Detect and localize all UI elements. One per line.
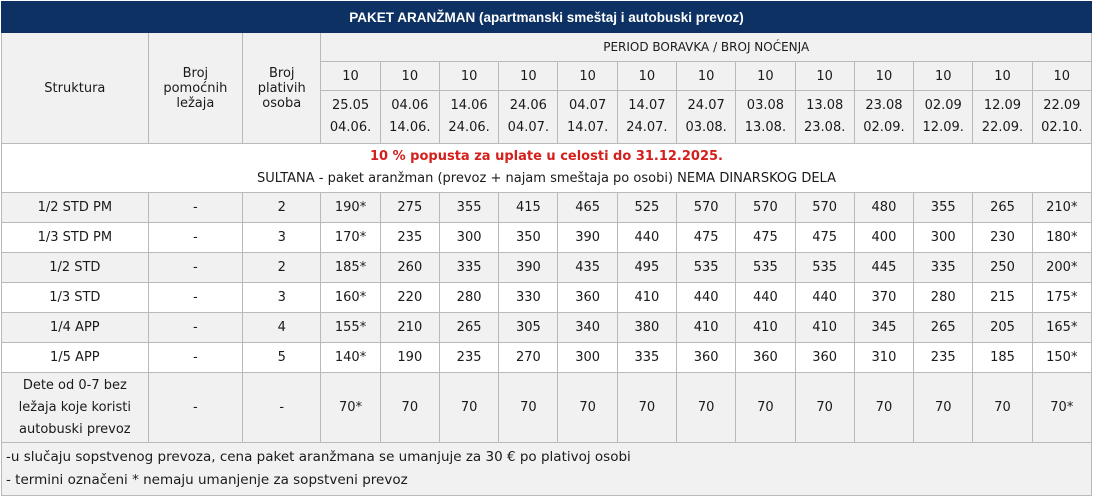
period-to: 13.08. bbox=[744, 120, 787, 135]
note-line: -u slučaju sopstvenog prevoza, cena paket aranžmana se umanjuje za 30 € po plativoj osobi bbox=[6, 449, 631, 465]
period-from: 13.08 bbox=[806, 98, 844, 113]
price-cell: 380 bbox=[617, 313, 676, 343]
price-cell: 355 bbox=[914, 193, 973, 223]
table-row-child bbox=[2, 373, 1092, 443]
row-structure: 1/2 STD bbox=[2, 253, 149, 283]
period-from: 04.06 bbox=[391, 98, 429, 113]
price-cell: 535 bbox=[677, 253, 736, 283]
price-cell: 535 bbox=[736, 253, 795, 283]
row-paying-persons: 5 bbox=[243, 343, 321, 373]
period-to: 02.09. bbox=[863, 120, 905, 135]
period-dates bbox=[1032, 91, 1091, 144]
row-paying-persons: - bbox=[243, 373, 321, 443]
period-from: 14.07 bbox=[628, 98, 666, 113]
table-row bbox=[2, 313, 1092, 343]
price-cell: 70 bbox=[617, 373, 676, 443]
period-dates bbox=[973, 91, 1032, 144]
price-cell: 440 bbox=[617, 223, 676, 253]
table-title: PAKET ARANŽMAN (apartmanski smeštaj i autobuski prevoz) bbox=[2, 2, 1092, 33]
price-cell: 305 bbox=[499, 313, 558, 343]
child-structure-line: ležaja koje koristi bbox=[18, 399, 131, 415]
price-cell: 215 bbox=[973, 283, 1032, 313]
period-from: 24.06 bbox=[509, 98, 547, 113]
price-cell: 70 bbox=[499, 373, 558, 443]
period-to: 23.08. bbox=[804, 120, 846, 135]
price-cell: 440 bbox=[736, 283, 795, 313]
period-nights: 10 bbox=[795, 62, 854, 91]
period-to: 22.09. bbox=[981, 120, 1024, 135]
period-dates bbox=[617, 91, 676, 144]
price-cell: 140* bbox=[321, 343, 380, 373]
note-line: - termini označeni * nemaju umanjenje za sopstveni prevoz bbox=[6, 472, 408, 488]
price-cell: 300 bbox=[558, 343, 617, 373]
price-cell: 390 bbox=[499, 253, 558, 283]
price-cell: 440 bbox=[677, 283, 736, 313]
row-structure: 1/5 APP bbox=[2, 343, 149, 373]
price-cell: 185* bbox=[321, 253, 380, 283]
header-paying-line: plativih bbox=[257, 80, 306, 96]
price-cell: 160* bbox=[321, 283, 380, 313]
period-nights: 10 bbox=[736, 62, 795, 91]
table-row bbox=[2, 223, 1092, 253]
price-cell: 300 bbox=[914, 223, 973, 253]
header-extra-beds-line: Broj bbox=[182, 65, 209, 81]
period-to: 04.06. bbox=[329, 120, 372, 135]
price-cell: 370 bbox=[854, 283, 913, 313]
price-cell: 70* bbox=[321, 373, 380, 443]
price-cell: 335 bbox=[439, 253, 498, 283]
price-cell: 230 bbox=[973, 223, 1032, 253]
period-from: 04.07 bbox=[569, 98, 607, 113]
table-row bbox=[2, 193, 1092, 223]
price-cell: 535 bbox=[795, 253, 854, 283]
price-cell: 220 bbox=[380, 283, 439, 313]
price-cell: 360 bbox=[558, 283, 617, 313]
period-dates bbox=[736, 91, 795, 144]
price-cell: 445 bbox=[854, 253, 913, 283]
row-extra-beds: - bbox=[148, 223, 242, 253]
price-cell: 570 bbox=[736, 193, 795, 223]
price-cell: 170* bbox=[321, 223, 380, 253]
period-nights: 10 bbox=[1032, 62, 1091, 91]
period-to: 14.06. bbox=[389, 120, 431, 135]
price-cell: 475 bbox=[736, 223, 795, 253]
price-cell: 70 bbox=[736, 373, 795, 443]
row-structure: 1/3 STD bbox=[2, 283, 149, 313]
header-paying-line: Broj bbox=[268, 65, 295, 81]
period-from: 24.07 bbox=[687, 98, 725, 113]
price-cell: 435 bbox=[558, 253, 617, 283]
price-cell: 70 bbox=[558, 373, 617, 443]
period-to: 04.07. bbox=[507, 120, 550, 135]
discount-text: 10 % popusta za uplate u celosti do 31.12.2025. bbox=[370, 149, 723, 164]
period-dates bbox=[439, 91, 498, 144]
child-structure-line: Dete od 0-7 bez bbox=[22, 377, 127, 393]
period-dates bbox=[795, 91, 854, 144]
price-cell: 410 bbox=[617, 283, 676, 313]
price-cell: 205 bbox=[973, 313, 1032, 343]
price-cell: 570 bbox=[795, 193, 854, 223]
period-nights: 10 bbox=[439, 62, 498, 91]
period-to: 12.09. bbox=[922, 120, 964, 135]
row-structure: 1/2 STD PM bbox=[2, 193, 149, 223]
header-structure: Struktura bbox=[2, 33, 149, 144]
price-cell: 335 bbox=[617, 343, 676, 373]
price-cell: 70 bbox=[914, 373, 973, 443]
child-structure-line: autobuski prevoz bbox=[19, 421, 131, 437]
period-from: 14.06 bbox=[450, 98, 488, 113]
price-cell: 200* bbox=[1032, 253, 1091, 283]
price-cell: 310 bbox=[854, 343, 913, 373]
price-cell: 570 bbox=[677, 193, 736, 223]
price-cell: 410 bbox=[677, 313, 736, 343]
price-cell: 70 bbox=[854, 373, 913, 443]
period-nights: 10 bbox=[380, 62, 439, 91]
price-cell: 415 bbox=[499, 193, 558, 223]
row-extra-beds: - bbox=[148, 343, 242, 373]
price-cell: 270 bbox=[499, 343, 558, 373]
price-cell: 70 bbox=[973, 373, 1032, 443]
price-cell: 150* bbox=[1032, 343, 1091, 373]
price-cell: 390 bbox=[558, 223, 617, 253]
price-cell: 250 bbox=[973, 253, 1032, 283]
notes-row bbox=[2, 443, 1092, 496]
period-to: 24.06. bbox=[448, 120, 490, 135]
price-cell: 465 bbox=[558, 193, 617, 223]
period-to: 24.07. bbox=[626, 120, 668, 135]
price-cell: 70 bbox=[795, 373, 854, 443]
price-cell: 345 bbox=[854, 313, 913, 343]
period-dates bbox=[854, 91, 913, 144]
price-cell: 70 bbox=[380, 373, 439, 443]
price-cell: 190 bbox=[380, 343, 439, 373]
price-cell: 165* bbox=[1032, 313, 1091, 343]
price-cell: 70 bbox=[439, 373, 498, 443]
price-cell: 265 bbox=[914, 313, 973, 343]
package-description: SULTANA - paket aranžman (prevoz + najam smeštaja po osobi) NEMA DINARSKOG DELA bbox=[257, 171, 836, 186]
price-cell: 300 bbox=[439, 223, 498, 253]
price-cell: 235 bbox=[439, 343, 498, 373]
price-cell: 185 bbox=[973, 343, 1032, 373]
promo-banner bbox=[2, 144, 1092, 193]
period-from: 03.08 bbox=[746, 98, 785, 113]
table-row bbox=[2, 283, 1092, 313]
header-extra-beds bbox=[148, 33, 242, 144]
period-from: 23.08 bbox=[865, 98, 903, 113]
row-structure: 1/4 APP bbox=[2, 313, 149, 343]
period-dates bbox=[380, 91, 439, 144]
price-cell: 360 bbox=[677, 343, 736, 373]
price-cell: 495 bbox=[617, 253, 676, 283]
period-nights: 10 bbox=[854, 62, 913, 91]
period-to: 03.08. bbox=[685, 120, 727, 135]
period-dates bbox=[558, 91, 617, 144]
period-nights: 10 bbox=[558, 62, 617, 91]
header-paying-line: osoba bbox=[262, 95, 302, 111]
price-cell: 410 bbox=[736, 313, 795, 343]
price-cell: 410 bbox=[795, 313, 854, 343]
period-nights: 10 bbox=[914, 62, 973, 91]
row-extra-beds: - bbox=[148, 313, 242, 343]
price-cell: 525 bbox=[617, 193, 676, 223]
period-dates bbox=[677, 91, 736, 144]
price-cell: 235 bbox=[914, 343, 973, 373]
row-paying-persons: 2 bbox=[243, 253, 321, 283]
row-paying-persons: 3 bbox=[243, 283, 321, 313]
notes-cell bbox=[2, 443, 1092, 496]
table-row bbox=[2, 253, 1092, 283]
price-cell: 260 bbox=[380, 253, 439, 283]
period-from: 22.09 bbox=[1043, 98, 1081, 113]
price-cell: 360 bbox=[736, 343, 795, 373]
price-cell: 265 bbox=[973, 193, 1032, 223]
period-nights: 10 bbox=[499, 62, 558, 91]
price-cell: 440 bbox=[795, 283, 854, 313]
price-cell: 475 bbox=[795, 223, 854, 253]
price-cell: 340 bbox=[558, 313, 617, 343]
row-extra-beds: - bbox=[148, 253, 242, 283]
period-dates bbox=[914, 91, 973, 144]
price-table bbox=[1, 1, 1092, 496]
period-from: 25.05 bbox=[331, 98, 370, 113]
price-cell: 70* bbox=[1032, 373, 1091, 443]
price-cell: 475 bbox=[677, 223, 736, 253]
row-extra-beds: - bbox=[148, 373, 242, 443]
row-paying-persons: 3 bbox=[243, 223, 321, 253]
price-cell: 360 bbox=[795, 343, 854, 373]
period-from: 02.09 bbox=[924, 98, 962, 113]
price-cell: 155* bbox=[321, 313, 380, 343]
period-dates bbox=[321, 91, 380, 144]
header-period: PERIOD BORAVKA / BROJ NOĆENJA bbox=[321, 33, 1092, 62]
price-cell: 280 bbox=[439, 283, 498, 313]
period-nights: 10 bbox=[677, 62, 736, 91]
price-cell: 180* bbox=[1032, 223, 1091, 253]
period-from: 12.09 bbox=[983, 98, 1022, 113]
price-cell: 190* bbox=[321, 193, 380, 223]
period-nights: 10 bbox=[617, 62, 676, 91]
header-paying-persons bbox=[243, 33, 321, 144]
price-cell: 70 bbox=[677, 373, 736, 443]
price-cell: 335 bbox=[914, 253, 973, 283]
row-structure bbox=[2, 373, 149, 443]
price-cell: 210* bbox=[1032, 193, 1091, 223]
price-table-container bbox=[1, 1, 1092, 496]
period-nights: 10 bbox=[973, 62, 1032, 91]
price-cell: 480 bbox=[854, 193, 913, 223]
period-dates bbox=[499, 91, 558, 144]
price-cell: 330 bbox=[499, 283, 558, 313]
period-nights: 10 bbox=[321, 62, 380, 91]
table-row bbox=[2, 343, 1092, 373]
header-extra-beds-line: ležaja bbox=[176, 95, 215, 111]
price-cell: 355 bbox=[439, 193, 498, 223]
price-cell: 275 bbox=[380, 193, 439, 223]
price-cell: 265 bbox=[439, 313, 498, 343]
row-paying-persons: 4 bbox=[243, 313, 321, 343]
price-cell: 400 bbox=[854, 223, 913, 253]
header-extra-beds-line: pomoćnih bbox=[163, 80, 228, 96]
price-cell: 175* bbox=[1032, 283, 1091, 313]
period-to: 14.07. bbox=[566, 120, 609, 135]
period-to: 02.10. bbox=[1041, 120, 1083, 135]
row-structure: 1/3 STD PM bbox=[2, 223, 149, 253]
price-cell: 350 bbox=[499, 223, 558, 253]
price-cell: 280 bbox=[914, 283, 973, 313]
row-paying-persons: 2 bbox=[243, 193, 321, 223]
row-extra-beds: - bbox=[148, 283, 242, 313]
price-cell: 235 bbox=[380, 223, 439, 253]
price-cell: 210 bbox=[380, 313, 439, 343]
row-extra-beds: - bbox=[148, 193, 242, 223]
